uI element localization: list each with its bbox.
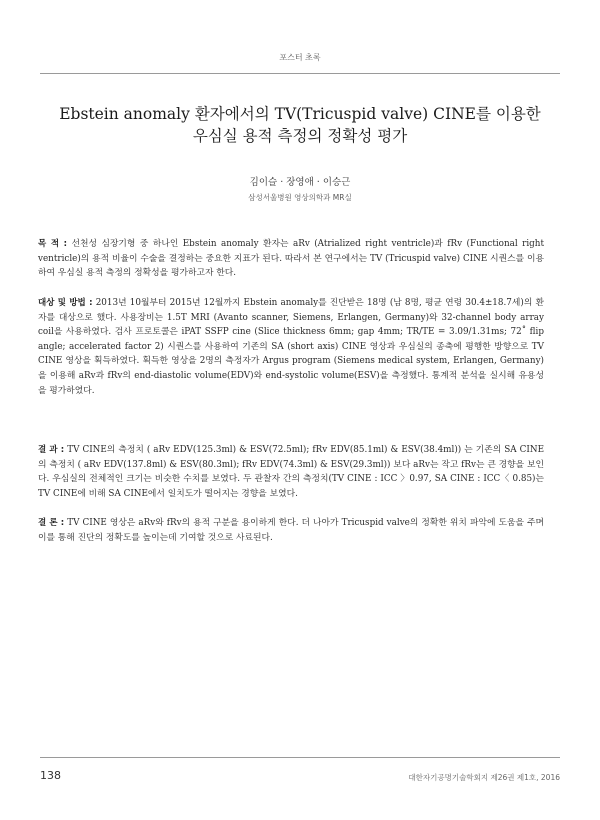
section-label-methods: 대상 및 방법 :: [38, 298, 93, 308]
authors: 김이슬 · 장영애 · 이승근: [249, 177, 351, 188]
section-text-results: TV CINE의 측정치 ( aRv EDV(125.3ml) & ESV(72.5ml); fRv EDV(85.1ml) & ESV(38.4ml)) 는 기존의 SA CINE의 측정치 ( aRv EDV(137.8ml) & ESV(80.3ml); fRv EDV(74.3ml) & ESV(29.3ml)) 보다 aRv는 작고 fRv는 큰 경향을 보인다. 우심실의 전체적인 크기는 비슷한 수치를 보였다. 두 관찰자 간의 측정치(TV CINE : ICC 〉0.97, SA CINE : ICC〈 0.85)는 TV CINE에 비해 SA CINE에서 일치도가 떨어지는 경향을 보였다.: [38, 445, 544, 499]
section-text-purpose: 선천성 심장기형 중 하나인 Ebstein anomaly 환자는 aRv (Atrialized right ventricle)과 fRv (Functional right ventricle)의 용적 비율이 수술을 결정하는 중요한 지표가 된다. 따라서 본 연구에서는 TV (Tricuspid valve) CINE 시퀀스를 이용하여 우심실 용적 측정의 정확성을 평가하고자 한다.: [38, 239, 544, 279]
section-purpose: [38, 237, 544, 281]
section-text-conclusion: TV CINE 영상은 aRv와 fRv의 용적 구분을 용이하게 한다. 더 나아가 Tricuspid valve의 정확한 위치 파악에 도움을 주며 이를 통해 진단의 정확도를 높이는데 기여할 것으로 사료된다.: [38, 518, 544, 543]
paper-title: [40, 103, 560, 147]
affiliation: 삼성서울병원 영상의학과 MR실: [248, 193, 352, 202]
journal-info: 대한자기공명기술학회지 제26권 제1호, 2016: [408, 773, 560, 782]
section-methods: [38, 296, 544, 398]
section-conclusion: [38, 516, 544, 545]
header-divider: [40, 73, 560, 74]
title-line-1: Ebstein anomaly 환자에서의 TV(Tricuspid valve) CINE를 이용한: [59, 105, 541, 123]
title-line-2: 우심실 용적 측정의 정확성 평가: [192, 127, 408, 145]
footer-divider: [40, 757, 560, 758]
section-label-results: 결 과 :: [38, 445, 65, 455]
section-label-conclusion: 결 론 :: [38, 518, 65, 528]
header-label: 포스터 초록: [279, 53, 321, 62]
section-label-purpose: 목 적 :: [38, 239, 68, 249]
section-results: [38, 443, 544, 501]
section-text-methods: 2013년 10월부터 2015년 12월까지 Ebstein anomaly를 진단받은 18명 (남 8명, 평균 연령 30.4±18.7세)의 환자를 대상으로 했다. 사용장비는 1.5T MRI (Avanto scanner, Siemens, Erlangen, Germany)와 32-channel body array coil을 사용하였다. 검사 프로토콜은 iPAT SSFP cine (Slice thickness 6mm; gap 4mm; TR/TE = 3.09/1.31ms; 72˚ flip angle; accelerated factor 2) 시퀀스를 사용하여 기존의 SA (short axis) CINE 영상과 우심실의 종축에 평행한 방향으로 TV CINE 영상을 획득하였다. 획득한 영상을 2명의 측정자가 Argus program (Siemens medical system, Erlangen, Germany)을 이용해 aRv과 fRv의 end-diastolic volume(EDV)와 end-systolic volume(ESV)을 측정했다. 통계적 분석을 실시해 유용성을 평가하였다.: [38, 298, 545, 396]
page-number: 138: [40, 769, 61, 782]
